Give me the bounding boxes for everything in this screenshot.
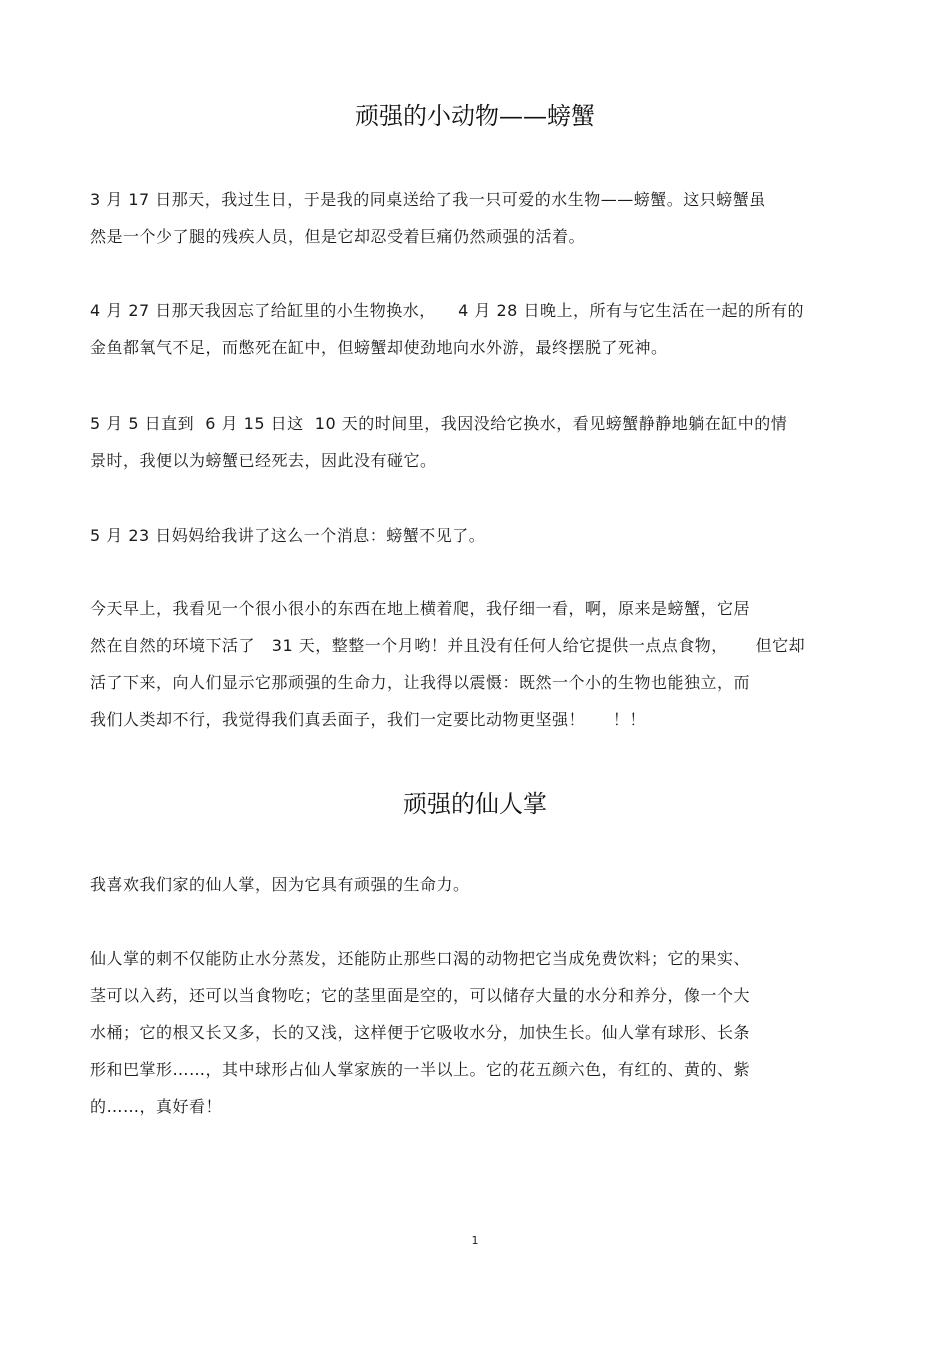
text-line: 形和巴掌形……，其中球形占仙人掌家族的一半以上。它的花五颜六色，有红的、黄的、紫 <box>90 1060 751 1079</box>
paragraph-cactus-2 <box>90 940 865 1125</box>
text-line: 水桶；它的根又长又多，长的又浅，这样便于它吸收水分，加快生长。仙人掌有球形、长条 <box>90 1023 751 1042</box>
text-line: 金鱼都氧气不足，而憋死在缸中，但螃蟹却使劲地向水外游，最终摆脱了死神。 <box>90 338 668 357</box>
paragraph-cactus-1 <box>90 866 865 903</box>
title-cactus: 顽强的仙人掌 <box>403 790 547 818</box>
text-line: 我们人类却不行，我觉得我们真丢面子，我们一定要比动物更坚强！ ！！ <box>90 710 646 729</box>
page-number: 1 <box>471 1234 479 1247</box>
paragraph-crab-5 <box>90 590 865 738</box>
text-line: 的……，真好看！ <box>90 1097 223 1116</box>
title-crab: 顽强的小动物——螃蟹 <box>355 102 595 130</box>
text-line: 然是一个少了腿的残疾人员，但是它却忍受着巨痛仍然顽强的活着。 <box>90 227 586 246</box>
text-line: 4 月 27 日那天我因忘了给缸里的小生物换水， 4 月 28 日晚上，所有与它生活在一起的所有的 <box>90 301 804 320</box>
text-line: 景时，我便以为螃蟹已经死去，因此没有碰它。 <box>90 451 437 470</box>
text-line: 5 月 23 日妈妈给我讲了这么一个消息：螃蟹不见了。 <box>90 526 486 545</box>
text-line: 我喜欢我们家的仙人掌，因为它具有顽强的生命力。 <box>90 875 470 894</box>
text-line: 仙人掌的刺不仅能防止水分蒸发，还能防止那些口渴的动物把它当成免费饮料；它的果实、 <box>90 949 751 968</box>
paragraph-crab-4 <box>90 517 865 554</box>
text-line: 活了下来，向人们显示它那顽强的生命力，让我得以震慑：既然一个小的生物也能独立，而 <box>90 673 751 692</box>
text-line: 然在自然的环境下活了 31 天，整整一个月哟！并且没有任何人给它提供一点点食物， 但它却 <box>90 636 806 655</box>
paragraph-crab-3 <box>90 405 865 479</box>
text-line: 茎可以入药，还可以当食物吃；它的茎里面是空的，可以储存大量的水分和养分，像一个大 <box>90 986 751 1005</box>
text-line: 今天早上，我看见一个很小很小的东西在地上横着爬，我仔细一看，啊，原来是螃蟹，它居 <box>90 599 751 618</box>
paragraph-crab-2 <box>90 292 865 366</box>
paragraph-crab-1 <box>90 181 865 255</box>
text-line: 3 月 17 日那天，我过生日，于是我的同桌送给了我一只可爱的水生物——螃蟹。这只螃蟹虽 <box>90 190 766 209</box>
text-line: 5 月 5 日直到 6 月 15 日这 10 天的时间里，我因没给它换水，看见螃蟹静静地躺在缸中的情 <box>90 414 788 433</box>
